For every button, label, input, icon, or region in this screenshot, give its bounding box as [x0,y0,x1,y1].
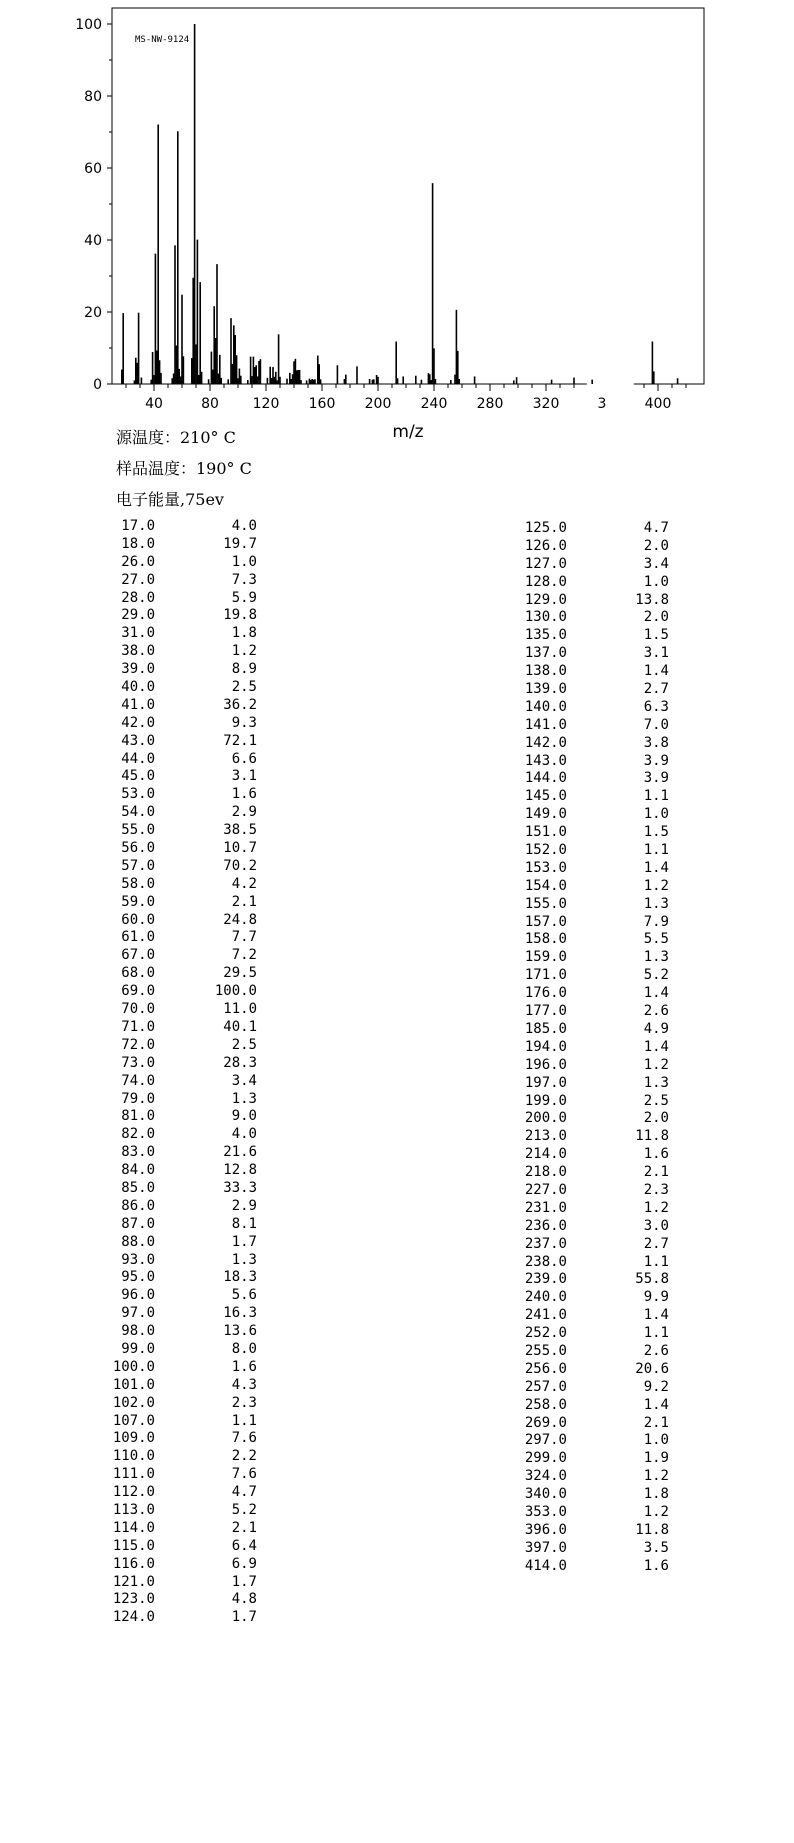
mz-value: 87.0 [121,1215,155,1232]
mz-value: 255.0 [524,1342,567,1359]
abundance-value: 72.1 [223,732,257,749]
abundance-value: 1.6 [643,1557,669,1574]
mz-value: 199.0 [524,1092,567,1109]
abundance-value: 2.6 [643,1342,669,1359]
mz-value: 237.0 [524,1235,567,1252]
abundance-value: 28.3 [223,1054,257,1071]
mz-value: 41.0 [121,696,155,713]
abundance-value: 29.5 [223,965,257,982]
abundance-value: 1.5 [643,627,669,644]
mz-value: 257.0 [524,1378,567,1395]
abundance-value: 9.3 [231,714,257,731]
mz-value: 124.0 [112,1609,155,1626]
abundance-value: 3.4 [643,555,669,572]
abundance-value: 1.4 [643,1038,669,1055]
source-temperature: 源温度：210° C [116,428,236,447]
y-tick-label: 60 [84,161,102,177]
mz-value: 139.0 [524,681,567,698]
chart-title: MS-NW-9124 [135,35,190,45]
mz-value: 82.0 [121,1126,155,1143]
abundance-value: 1.2 [643,1056,669,1073]
mz-value: 29.0 [121,607,155,624]
abundance-value: 1.1 [231,1412,257,1429]
abundance-value: 7.6 [231,1430,257,1447]
y-tick-label: 20 [84,305,102,321]
mz-value: 53.0 [121,786,155,803]
mz-value: 38.0 [121,643,155,660]
mz-value: 72.0 [121,1036,155,1053]
mz-value: 143.0 [524,752,567,769]
mz-value: 43.0 [121,732,155,749]
mz-value: 88.0 [121,1233,155,1250]
abundance-value: 1.3 [231,1251,257,1268]
mz-value: 196.0 [524,1056,567,1073]
abundance-value: 1.7 [231,1233,257,1250]
abundance-value: 2.6 [643,1003,669,1020]
abundance-value: 3.8 [643,734,669,751]
mz-value: 54.0 [121,804,155,821]
mz-value: 176.0 [524,985,567,1002]
mz-value: 67.0 [121,947,155,964]
mz-value: 127.0 [524,555,567,572]
abundance-value: 2.7 [643,681,669,698]
mz-value: 17.0 [121,518,155,534]
abundance-value: 4.9 [643,1020,669,1037]
mz-value: 241.0 [524,1307,567,1324]
mz-value: 138.0 [524,663,567,680]
mz-value: 26.0 [121,553,155,570]
abundance-value: 5.6 [231,1287,257,1304]
abundance-value: 1.0 [643,1432,669,1449]
mass-spectrum-chart [0,0,794,450]
abundance-value: 1.3 [643,895,669,912]
abundance-value: 8.9 [231,661,257,678]
mz-value: 45.0 [121,768,155,785]
mz-value: 125.0 [524,520,567,536]
abundance-value: 16.3 [223,1305,257,1322]
mz-value: 130.0 [524,609,567,626]
abundance-value: 2.0 [643,1110,669,1127]
abundance-value: 2.5 [643,1092,669,1109]
mz-value: 137.0 [524,645,567,662]
mz-value: 93.0 [121,1251,155,1268]
mz-value: 115.0 [112,1537,155,1554]
abundance-value: 4.2 [231,875,257,892]
mz-value: 56.0 [121,840,155,857]
mz-value: 157.0 [524,913,567,930]
abundance-value: 7.9 [643,913,669,930]
abundance-value: 1.4 [643,859,669,876]
mz-value: 39.0 [121,661,155,678]
abundance-value: 8.0 [231,1340,257,1357]
mz-value: 185.0 [524,1020,567,1037]
abundance-value: 2.9 [231,1197,257,1214]
mz-value: 107.0 [112,1412,155,1429]
x-tick-label: 200 [364,396,392,412]
mz-value: 83.0 [121,1144,155,1161]
mz-value: 100.0 [112,1358,155,1375]
abundance-value: 4.8 [231,1591,257,1608]
abundance-value: 3.9 [643,752,669,769]
abundance-value: 21.6 [223,1144,257,1161]
mz-value: 59.0 [121,893,155,910]
abundance-value: 4.0 [231,518,257,534]
y-tick-label: 40 [84,233,102,249]
mz-value: 151.0 [524,824,567,841]
abundance-value: 3.1 [643,645,669,662]
abundance-value: 1.1 [643,842,669,859]
mz-value: 227.0 [524,1181,567,1198]
mz-value: 85.0 [121,1179,155,1196]
abundance-value: 2.1 [231,893,257,910]
mz-value: 414.0 [524,1557,567,1574]
abundance-value: 1.2 [231,643,257,660]
mz-value: 197.0 [524,1074,567,1091]
mz-value: 129.0 [524,591,567,608]
abundance-value: 4.0 [231,1126,257,1143]
x-tick-label: 120 [252,396,280,412]
mz-value: 324.0 [524,1468,567,1485]
abundance-value: 1.7 [231,1573,257,1590]
abundance-value: 2.3 [231,1394,257,1411]
mz-value: 258.0 [524,1396,567,1413]
abundance-value: 7.6 [231,1466,257,1483]
abundance-value: 18.3 [223,1269,257,1286]
mz-value: 135.0 [524,627,567,644]
y-tick-label: 100 [75,17,102,33]
mz-value: 231.0 [524,1199,567,1216]
mz-value: 114.0 [112,1519,155,1536]
abundance-value: 2.0 [643,609,669,626]
mz-value: 200.0 [524,1110,567,1127]
abundance-value: 33.3 [223,1179,257,1196]
mz-value: 95.0 [121,1269,155,1286]
mz-value: 149.0 [524,806,567,823]
abundance-value: 1.0 [643,806,669,823]
mz-value: 73.0 [121,1054,155,1071]
abundance-value: 9.0 [231,1108,257,1125]
mz-value: 81.0 [121,1108,155,1125]
mz-value: 218.0 [524,1164,567,1181]
x-axis-label: m/z [392,422,424,442]
mz-value: 177.0 [524,1003,567,1020]
mz-value: 71.0 [121,1018,155,1035]
mz-value: 61.0 [121,929,155,946]
abundance-value: 1.1 [643,788,669,805]
abundance-value: 4.7 [231,1484,257,1501]
mz-value: 299.0 [524,1450,567,1467]
abundance-value: 5.2 [231,1501,257,1518]
abundance-value: 1.0 [231,553,257,570]
mz-value: 101.0 [112,1376,155,1393]
mz-value: 99.0 [121,1340,155,1357]
electron-energy: 电子能量,75ev [116,490,224,509]
abundance-value: 1.1 [643,1325,669,1342]
abundance-value: 5.9 [231,589,257,606]
y-tick-label: 0 [93,377,102,393]
abundance-value: 55.8 [635,1271,669,1288]
x-tick-label: 320 [532,396,560,412]
abundance-value: 1.3 [643,1074,669,1091]
mz-value: 44.0 [121,750,155,767]
mz-value: 153.0 [524,859,567,876]
mz-value: 111.0 [112,1466,155,1483]
mz-value: 144.0 [524,770,567,787]
abundance-value: 2.2 [231,1448,257,1465]
abundance-value: 6.4 [231,1537,257,1554]
mz-value: 240.0 [524,1289,567,1306]
abundance-value: 2.0 [643,537,669,554]
mz-value: 84.0 [121,1162,155,1179]
mz-value: 98.0 [121,1323,155,1340]
mz-value: 159.0 [524,949,567,966]
abundance-value: 2.1 [643,1164,669,1181]
mz-value: 353.0 [524,1503,567,1520]
mz-value: 97.0 [121,1305,155,1322]
abundance-value: 2.5 [231,679,257,696]
abundance-value: 38.5 [223,822,257,839]
abundance-value: 2.3 [643,1181,669,1198]
abundance-value: 11.8 [635,1521,669,1538]
abundance-value: 1.8 [231,625,257,642]
mz-value: 55.0 [121,822,155,839]
abundance-value: 13.6 [223,1323,257,1340]
abundance-value: 1.2 [643,1199,669,1216]
mz-value: 102.0 [112,1394,155,1411]
abundance-value: 1.4 [643,1396,669,1413]
mz-value: 238.0 [524,1253,567,1270]
mz-value: 123.0 [112,1591,155,1608]
mz-value: 214.0 [524,1146,567,1163]
abundance-value: 1.3 [643,949,669,966]
mz-value: 74.0 [121,1072,155,1089]
mz-value: 256.0 [524,1360,567,1377]
mz-value: 340.0 [524,1486,567,1503]
x-tick-label: 160 [308,396,336,412]
abundance-value: 3.1 [231,768,257,785]
sample-temperature: 样品温度：190° C [116,459,252,478]
abundance-value: 4.7 [643,520,669,536]
abundance-value: 1.4 [643,663,669,680]
abundance-value: 7.3 [231,571,257,588]
mz-value: 126.0 [524,537,567,554]
mz-value: 58.0 [121,875,155,892]
y-tick-label: 80 [84,89,102,105]
mz-value: 109.0 [112,1430,155,1447]
abundance-value: 70.2 [223,857,257,874]
abundance-value: 6.6 [231,750,257,767]
mz-value: 27.0 [121,571,155,588]
abundance-value: 1.9 [643,1450,669,1467]
abundance-value: 100.0 [214,983,257,1000]
mz-value: 236.0 [524,1217,567,1234]
abundance-value: 2.1 [231,1519,257,1536]
abundance-value: 19.7 [223,535,257,552]
abundance-value: 20.6 [635,1360,669,1377]
abundance-value: 1.3 [231,1090,257,1107]
mz-value: 40.0 [121,679,155,696]
abundance-value: 1.7 [231,1609,257,1626]
abundance-value: 7.0 [643,716,669,733]
abundance-value: 2.1 [643,1414,669,1431]
mz-value: 110.0 [112,1448,155,1465]
x-tick-label: 280 [476,396,504,412]
abundance-value: 1.8 [643,1486,669,1503]
abundance-value: 3.5 [643,1539,669,1556]
abundance-value: 7.2 [231,947,257,964]
x-tick-label: 400 [644,396,672,412]
abundance-value: 13.8 [635,591,669,608]
abundance-value: 6.3 [643,698,669,715]
x-tick-label: 40 [145,396,163,412]
x-tick-label: 80 [201,396,219,412]
abundance-value: 1.2 [643,1468,669,1485]
abundance-value: 8.1 [231,1215,257,1232]
mz-value: 112.0 [112,1484,155,1501]
abundance-value: 19.8 [223,607,257,624]
abundance-value: 11.0 [223,1001,257,1018]
mz-value: 252.0 [524,1325,567,1342]
mz-value: 18.0 [121,535,155,552]
abundance-value: 1.6 [231,786,257,803]
abundance-value: 3.0 [643,1217,669,1234]
abundance-value: 3.9 [643,770,669,787]
mz-value: 60.0 [121,911,155,928]
mz-value: 158.0 [524,931,567,948]
abundance-value: 5.2 [643,967,669,984]
abundance-value: 1.2 [643,877,669,894]
mz-value: 128.0 [524,573,567,590]
abundance-value: 7.7 [231,929,257,946]
mz-value: 145.0 [524,788,567,805]
abundance-value: 1.6 [643,1146,669,1163]
mz-value: 152.0 [524,842,567,859]
mz-value: 68.0 [121,965,155,982]
abundance-value: 3.4 [231,1072,257,1089]
mz-value: 42.0 [121,714,155,731]
mz-value: 121.0 [112,1573,155,1590]
x-tick-label: 3 [597,396,607,412]
mz-value: 155.0 [524,895,567,912]
mz-value: 79.0 [121,1090,155,1107]
abundance-value: 36.2 [223,696,257,713]
mz-value: 70.0 [121,1001,155,1018]
abundance-value: 1.5 [643,824,669,841]
mz-value: 86.0 [121,1197,155,1214]
abundance-value: 9.9 [643,1289,669,1306]
abundance-value: 1.6 [231,1358,257,1375]
mz-value: 213.0 [524,1128,567,1145]
abundance-value: 11.8 [635,1128,669,1145]
mz-value: 31.0 [121,625,155,642]
mz-value: 154.0 [524,877,567,894]
abundance-value: 12.8 [223,1162,257,1179]
abundance-value: 2.9 [231,804,257,821]
mz-value: 69.0 [121,983,155,1000]
abundance-value: 5.5 [643,931,669,948]
abundance-value: 4.3 [231,1376,257,1393]
mz-value: 297.0 [524,1432,567,1449]
abundance-value: 1.1 [643,1253,669,1270]
x-tick-label: 240 [420,396,448,412]
abundance-value: 9.2 [643,1378,669,1395]
abundance-value: 10.7 [223,840,257,857]
mz-value: 96.0 [121,1287,155,1304]
mz-value: 140.0 [524,698,567,715]
abundance-value: 1.0 [643,573,669,590]
mz-value: 397.0 [524,1539,567,1556]
mz-value: 194.0 [524,1038,567,1055]
abundance-value: 1.4 [643,985,669,1002]
mz-value: 141.0 [524,716,567,733]
abundance-value: 24.8 [223,911,257,928]
axis-break [587,381,634,387]
mz-value: 116.0 [112,1555,155,1572]
abundance-value: 2.7 [643,1235,669,1252]
mz-value: 171.0 [524,967,567,984]
abundance-value: 2.5 [231,1036,257,1053]
mz-value: 396.0 [524,1521,567,1538]
mz-value: 239.0 [524,1271,567,1288]
abundance-value: 1.4 [643,1307,669,1324]
abundance-value: 6.9 [231,1555,257,1572]
mz-value: 28.0 [121,589,155,606]
mz-value: 113.0 [112,1501,155,1518]
abundance-value: 40.1 [223,1018,257,1035]
mz-value: 57.0 [121,857,155,874]
mz-value: 142.0 [524,734,567,751]
mz-value: 269.0 [524,1414,567,1431]
abundance-value: 1.2 [643,1503,669,1520]
